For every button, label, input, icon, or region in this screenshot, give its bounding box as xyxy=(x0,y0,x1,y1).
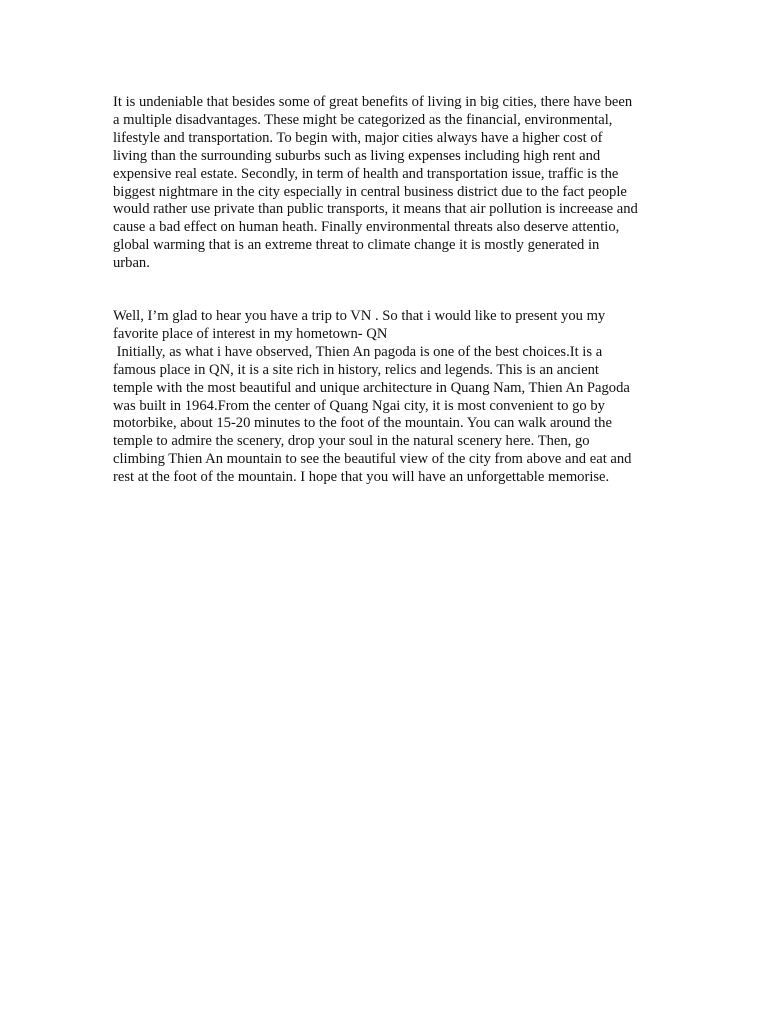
text-line: It is undeniable that besides some of great benefits of living in big cities, there have been xyxy=(113,94,633,110)
text-line: Well, I’m glad to hear you have a trip to VN . So that i would like to present you my xyxy=(113,308,606,324)
text-line: motorbike, about 15-20 minutes to the foot of the mountain. You can walk around the xyxy=(113,415,612,432)
paragraph-city-disadvantages xyxy=(113,94,661,273)
text-line: temple to admire the scenery, drop your soul in the natural scenery here. Then, go xyxy=(113,433,590,450)
text-line: living than the surrounding suburbs such as living expenses including high rent and xyxy=(113,147,601,164)
text-line: urban. xyxy=(113,255,150,272)
text-line: global warming that is an extreme threat to climate change it is mostly generated in xyxy=(113,237,600,254)
text-line: temple with the most beautiful and unique architecture in Quang Nam, Thien An Pagoda xyxy=(113,379,630,396)
text-line: cause a bad effect on human heath. Finally environmental threats also deserve attentio, xyxy=(113,219,620,236)
text-line: expensive real estate. Secondly, in term of health and transportation issue, traffic is the xyxy=(113,165,619,182)
text-line: biggest nightmare in the city especially in central business district due to the fact people xyxy=(113,183,627,200)
text-line: was built in 1964.From the center of Quang Ngai city, it is most convenient to go by xyxy=(113,397,605,414)
text-line: Initially, as what i have observed, Thien An pagoda is one of the best choices.It is a xyxy=(113,343,603,360)
paragraph-hometown-recommendation xyxy=(113,308,661,487)
text-line: favorite place of interest in my hometown- QN xyxy=(113,325,388,342)
text-line: climbing Thien An mountain to see the beautiful view of the city from above and eat and xyxy=(113,451,632,468)
text-line: rest at the foot of the mountain. I hope that you will have an unforgettable memorise. xyxy=(113,469,610,486)
text-line: lifestyle and transportation. To begin with, major cities always have a higher cost of xyxy=(113,129,603,146)
text-line: a multiple disadvantages. These might be categorized as the financial, environmental, xyxy=(113,111,613,128)
text-line: famous place in QN, it is a site rich in history, relics and legends. This is an ancient xyxy=(113,361,599,378)
text-line: would rather use private than public transports, it means that air pollution is increease and xyxy=(113,201,638,218)
